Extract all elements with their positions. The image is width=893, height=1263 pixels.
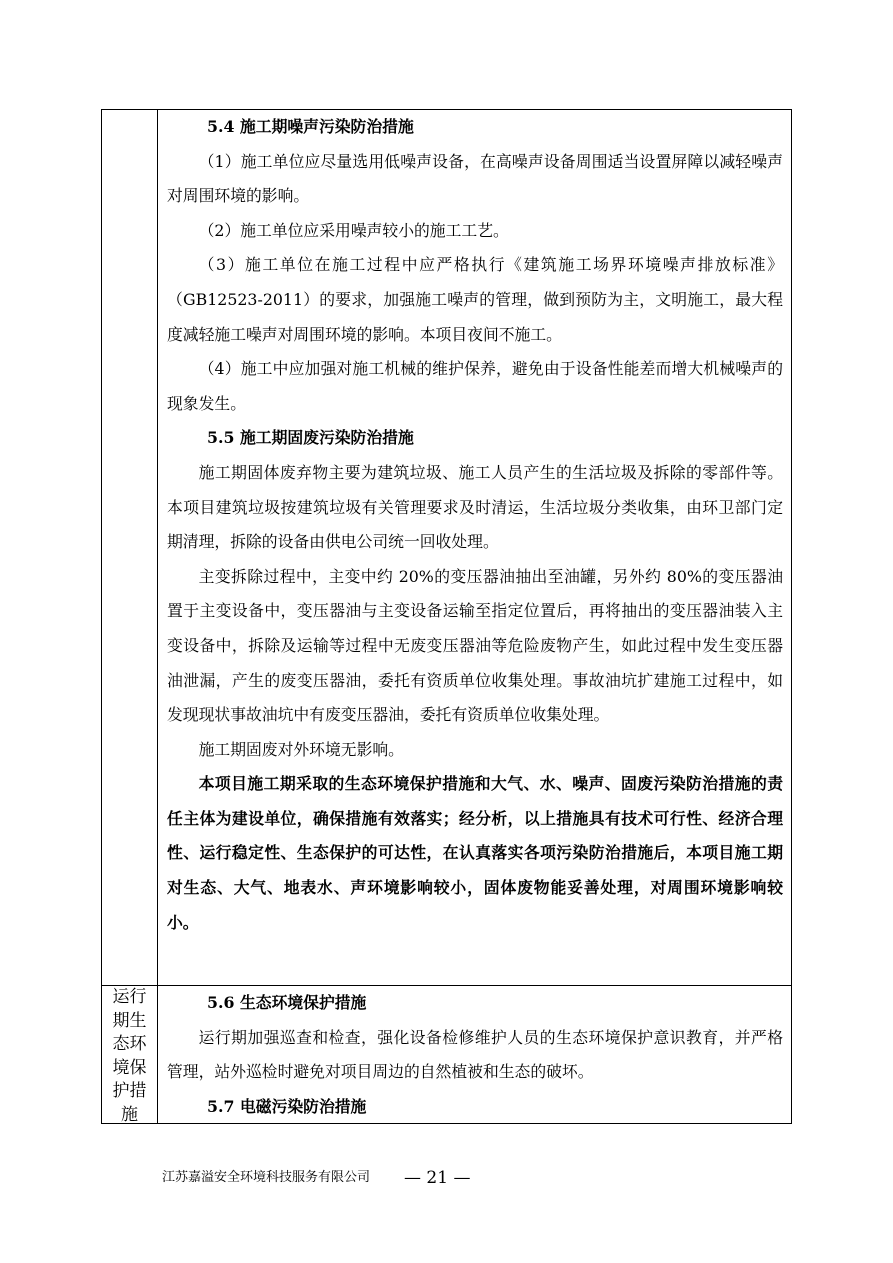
operation-measures-cell: [167, 986, 783, 1124]
paragraph-noise-2: （2）施工单位应采用噪声较小的施工工艺。: [198, 220, 509, 240]
paragraph-waste-3: 施工期固废对外环境无影响。: [198, 739, 404, 759]
label-line: 态环: [112, 1034, 147, 1054]
page-footer: [0, 1166, 893, 1190]
measures-table: [101, 109, 792, 1124]
heading-5-5: 5.5 施工期固废污染防治措施: [207, 428, 414, 448]
label-line: 运行: [112, 987, 147, 1007]
heading-5-4: 5.4 施工期噪声污染防治措施: [207, 117, 414, 136]
paragraph-noise-1: （1）施工单位应尽量选用低噪声设备，在高噪声设备周围适当设置屏障以减轻噪声对周围环境的影响。: [167, 151, 783, 206]
paragraph-noise-3: （3）施工单位在施工过程中应严格执行《建筑施工场界环境噪声排放标准》（GB12523-2011）的要求，加强施工噪声的管理，做到预防为主，文明施工，最大程度减轻施工噪声对周围环境的影响。本项目夜间不施工。: [167, 255, 783, 344]
label-line: 期生: [112, 1010, 147, 1031]
operation-phase-label: [102, 986, 157, 1127]
paragraph-waste-2: 主变拆除过程中，主变中约 20%的变压器油抽出至油罐，另外约 80%的变压器油置于主变设备中，变压器油与主变设备运输至指定位置后，再将抽出的变压器油装入主变设备中，拆除及运输等过程中无废变压器油等危险废物产生，如此过程中发生变压器油泄漏，产生的废变压器油，委托有资质单位收集处理。事故油坑扩建施工过程中，如发现现状事故油坑中有废变压器油，委托有资质单位收集处理。: [167, 566, 783, 725]
paragraph-waste-1: 施工期固体废弃物主要为建筑垃圾、施工人员产生的生活垃圾及拆除的零部件等。本项目建筑垃圾按建筑垃圾有关管理要求及时清运，生活垃圾分类收集，由环卫部门定期清理，拆除的设备由供电公司统一回收处理。: [167, 462, 783, 552]
heading-5-7: 5.7 电磁污染防治措施: [207, 1096, 367, 1116]
page-number: — 21 —: [404, 1168, 471, 1188]
label-line: 施: [121, 1104, 138, 1125]
paragraph-ecology: 运行期加强巡查和检查，强化设备检修维护人员的生态环境保护意识教育，并严格管理，站外巡检时避免对项目周边的自然植被和生态的破坏。: [167, 1027, 783, 1082]
paragraph-noise-4: （4）施工中应加强对施工机械的维护保养，避免由于设备性能差而增大机械噪声的现象发生。: [167, 359, 783, 413]
company-name: 江苏嘉溢安全环境科技服务有限公司: [162, 1170, 371, 1185]
label-line: 护措: [112, 1081, 147, 1101]
column-divider: [157, 110, 158, 1123]
construction-measures-cell: [167, 110, 783, 940]
label-line: 境保: [112, 1057, 147, 1078]
paragraph-summary: 本项目施工期采取的生态环境保护措施和大气、水、噪声、固废污染防治措施的责任主体为建设单位，确保措施有效落实；经分析，以上措施具有技术可行性、经济合理性、运行稳定性、生态保护的可达性，在认真落实各项污染防治措施后，本项目施工期对生态、大气、地表水、声环境影响较小，固体废物能妥善处理，对周围环境影响较小。: [167, 774, 783, 932]
heading-5-6: 5.6 生态环境保护措施: [207, 993, 367, 1012]
